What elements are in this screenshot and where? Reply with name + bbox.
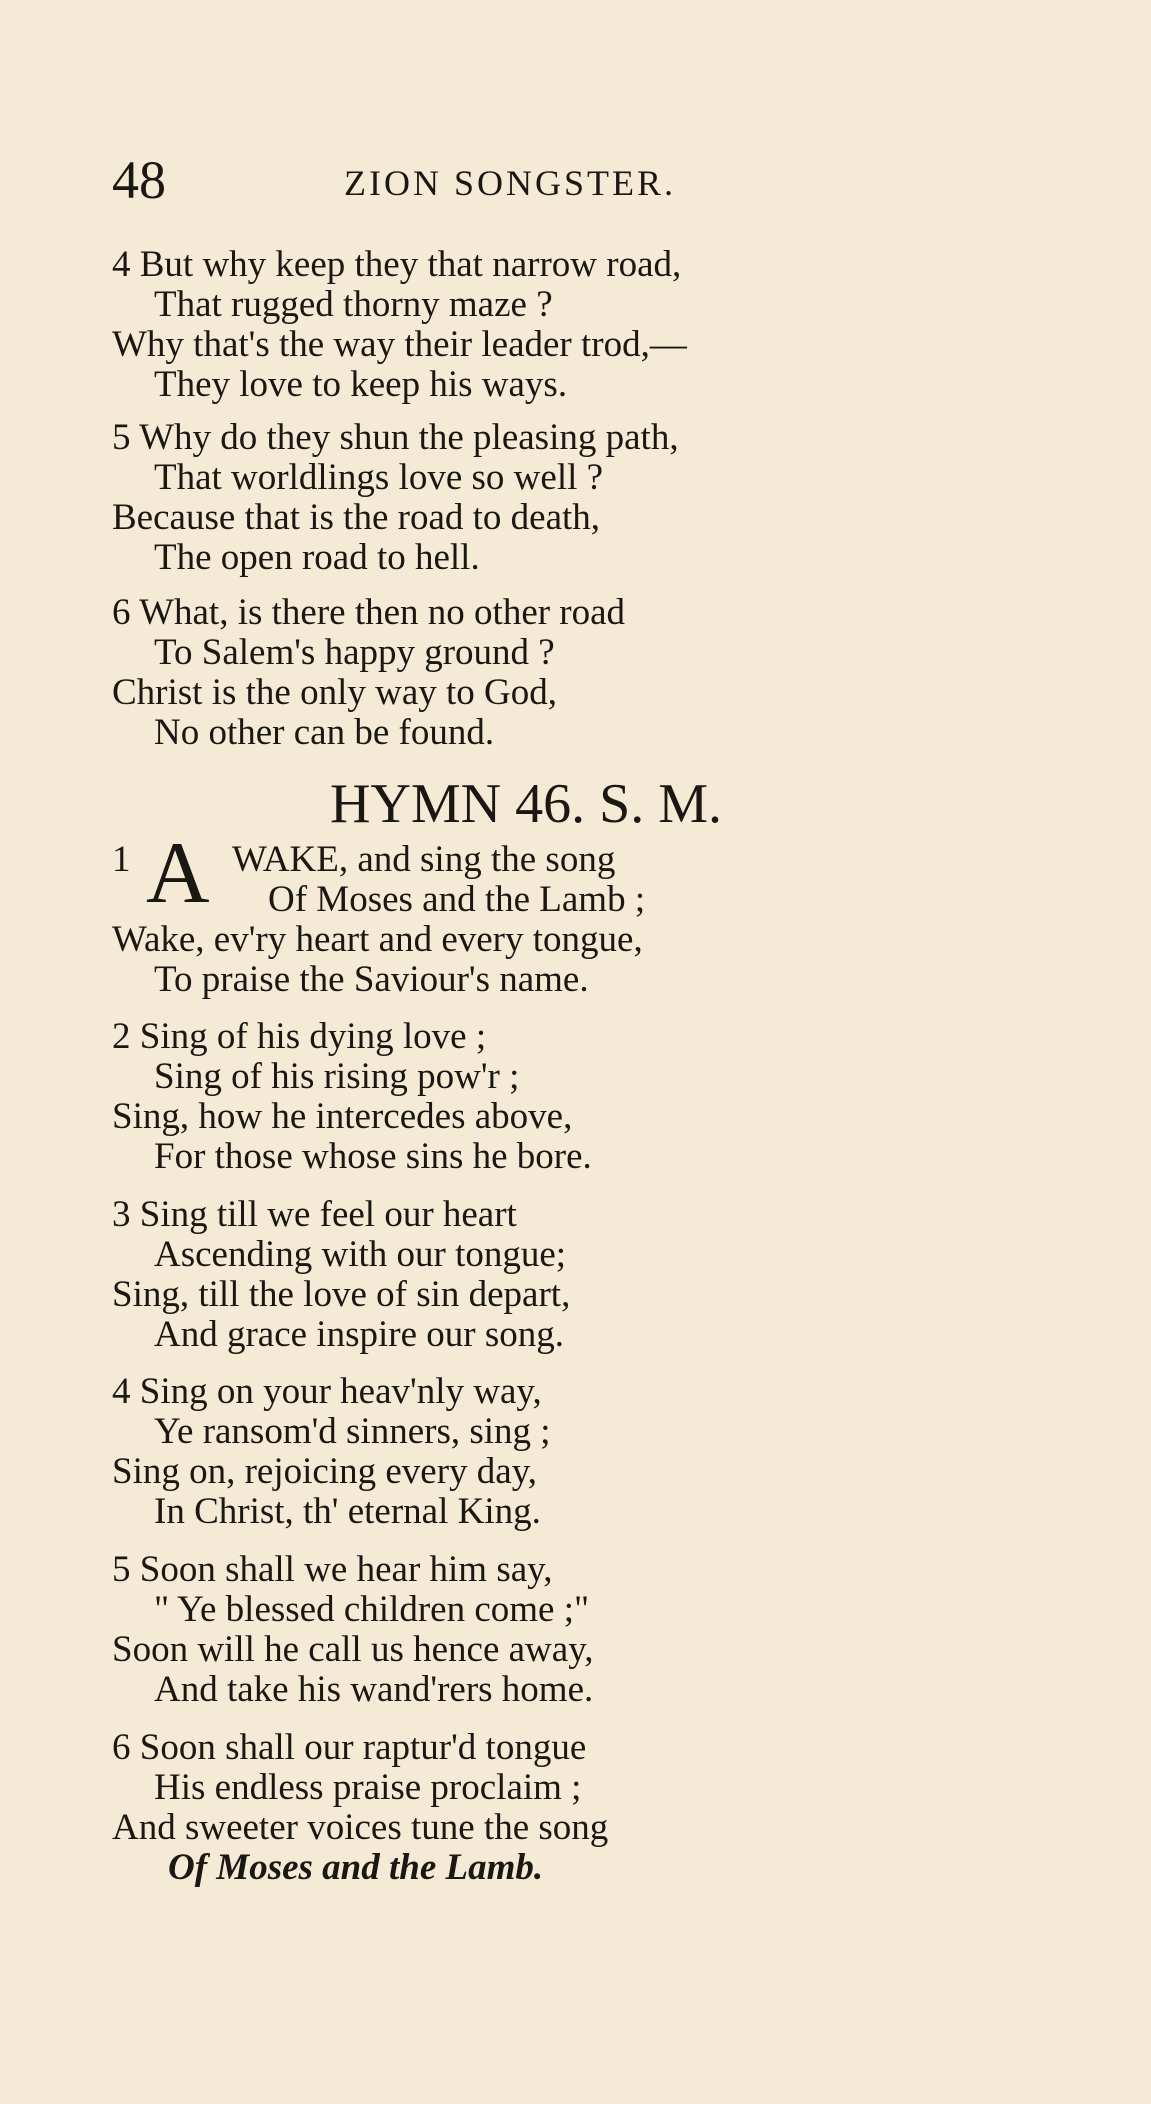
verse-line: WAKE, and sing the song bbox=[232, 839, 616, 880]
verse-line: They love to keep his ways. bbox=[154, 364, 568, 405]
verse-line: 5 Soon shall we hear him say, bbox=[112, 1549, 553, 1590]
verse-line: " Ye blessed children come ;" bbox=[154, 1589, 590, 1630]
verse-line: And sweeter voices tune the song bbox=[112, 1807, 609, 1848]
verse-line: Because that is the road to death, bbox=[112, 497, 601, 538]
hymn-title: HYMN 46. S. M. bbox=[330, 773, 723, 835]
verse-line: 6 Soon shall our raptur'd tongue bbox=[112, 1727, 587, 1768]
verse-line: Ye ransom'd sinners, sing ; bbox=[154, 1411, 551, 1452]
verse-line: For those whose sins he bore. bbox=[154, 1136, 592, 1177]
verse-line: Wake, ev'ry heart and every tongue, bbox=[112, 919, 643, 960]
verse-line-italic: Of Moses and the Lamb. bbox=[168, 1847, 544, 1888]
verse-line: 3 Sing till we feel our heart bbox=[112, 1194, 517, 1235]
verse-line: 5 Why do they shun the pleasing path, bbox=[112, 417, 679, 458]
verse-line: And take his wand'rers home. bbox=[154, 1669, 594, 1710]
verse-line: That rugged thorny maze ? bbox=[154, 284, 553, 325]
verse-line: Sing of his rising pow'r ; bbox=[154, 1056, 520, 1097]
page-number: 48 bbox=[112, 150, 166, 210]
verse-line: Sing, till the love of sin depart, bbox=[112, 1274, 571, 1315]
verse-line: No other can be found. bbox=[154, 712, 495, 753]
verse-line: In Christ, th' eternal King. bbox=[154, 1491, 541, 1532]
verse-line: His endless praise proclaim ; bbox=[154, 1767, 582, 1808]
verse-line: 6 What, is there then no other road bbox=[112, 592, 626, 633]
verse-line: Sing, how he intercedes above, bbox=[112, 1096, 573, 1137]
verse-line: 4 Sing on your heav'nly way, bbox=[112, 1371, 542, 1412]
verse-line: To Salem's happy ground ? bbox=[154, 632, 555, 673]
verse-line: Sing on, rejoicing every day, bbox=[112, 1451, 538, 1492]
verse-line: Of Moses and the Lamb ; bbox=[268, 879, 646, 920]
verse-line: 4 But why keep they that narrow road, bbox=[112, 244, 682, 285]
page-header bbox=[112, 150, 812, 210]
verse-line: Ascending with our tongue; bbox=[154, 1234, 567, 1275]
verse-number: 1 bbox=[112, 839, 131, 880]
verse-line: Soon will he call us hence away, bbox=[112, 1629, 594, 1670]
verse-line: And grace inspire our song. bbox=[154, 1314, 564, 1355]
verse-line: 2 Sing of his dying love ; bbox=[112, 1016, 487, 1057]
verse-line: That worldlings love so well ? bbox=[154, 457, 604, 498]
running-title: ZION SONGSTER. bbox=[344, 163, 677, 203]
verse-line: Christ is the only way to God, bbox=[112, 672, 558, 713]
drop-cap: A bbox=[146, 825, 210, 922]
verse-line: Why that's the way their leader trod,— bbox=[112, 324, 687, 365]
verse-line: To praise the Saviour's name. bbox=[154, 959, 589, 1000]
verse-line: The open road to hell. bbox=[154, 537, 480, 578]
